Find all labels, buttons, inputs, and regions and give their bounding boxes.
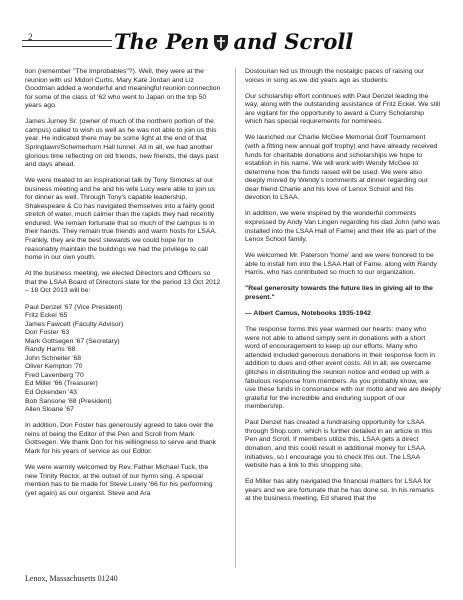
list-item: Mark Gottsegen '67 (Secretary)	[25, 337, 120, 345]
list-item: Don Foster '63	[25, 329, 70, 337]
list-item: Paul Denzel '67 (Vice President)	[25, 303, 123, 311]
paragraph: In addition, Don Foster has generously agreed to take over the reins of being the Editor of the Pen and Scroll from Mark Gottsegen. We thank Don for his willingness to serve and thank Mark for his years of service as our Editor.	[25, 422, 217, 455]
list-item: Ed Ockenden '43	[25, 388, 77, 396]
paragraph: The response forms this year warmed our hearts: many who were not able to attend simply sent in donations with a short word of encouragement to keep up our efforts. Many who attended included generous donations in their response form in addition to dues and other event costs. All in all, we overcame glitches in distributing the reunion notice and ended up with a fabulous response from members. As you probably know, we use these funds in consonance with our motto and we are deeply grateful for the incredible and enduring support of our membership.	[245, 326, 441, 411]
paragraph: At the business meeting, we elected Directors and Officers so that the LSAA Board of Directors slate for the period 13 Oct 2012 – 18 Oct 2013 will be:	[25, 270, 221, 295]
list-item: Randy Harris '68	[25, 346, 76, 354]
quote-attribution: — Albert Camus, Notebooks 1935-1942	[245, 310, 371, 318]
masthead-title-part1: The Pen	[114, 28, 210, 54]
crest-icon	[213, 32, 229, 50]
list-item: James Fawcett (Faculty Advisor)	[25, 320, 124, 328]
paragraph: In addition, we were inspired by the wonderful comments expressed by Andy Van Lingen regarding his dad John (who was installed into the LSAA Hall of Fame) and their life as part of the Lenox School family.	[245, 210, 440, 244]
paragraph: James Jurney Sr. (owner of much of the northern portion of the campus) called to wish us well as he was not able to join us this year. He indicated there may be some light at the end of that Springlawn/Schemerhorn Hall tunnel. All in all, we had another glorious time reflecting on old friends, new friends, the days past and days ahead.	[25, 118, 219, 169]
list-item: Fritz Eckel '65	[25, 312, 68, 320]
list-item: Allen Sloane '67	[25, 406, 74, 414]
paragraph: We were treated to an inspirational talk by Tony Simotes at our business meeting and he and his wife Lucy were able to join us for dinner as well. Through Tony's capable leadership, Shakespeare & Co has navigated themselves into a fairly good stretch of water, much calmer than the rapids they had recently endured. We remain fortunate that so much of the campus is in their hands. They remain true friends and warm hosts for LSAA. Frankly, they are the best stewards we could hope for to reasonably maintain the buildings we had the privilege to call home in our own youth.	[25, 177, 217, 262]
list-item: Fred Lavenberg '70	[25, 371, 84, 379]
header-rule	[22, 40, 112, 41]
paragraph: tion (remember "The Improbables"?). Well, they were at the reunion with us! Midori Curtis, Mary Kate Jordan and Liz Goodman added a wonderful and meaningful reunion connection for some of the class of '62 who went to Japan on the trip 50 years ago.	[25, 68, 221, 110]
paragraph: We launched our Charlie McGee Memorial Golf Tournament (with a fitting new annual golf trophy) and have already received funds for charitable donations and scholarships we hope to establish in his name. We will work with Wendy McGee to determine how the funds raised will be used. We were also deeply moved by Wendy's comments at dinner regarding our dear friend Charlie and his love of Lenox School and his devotion to LSAA.	[245, 134, 438, 202]
column-divider	[235, 68, 236, 568]
footer-location: Lenox, Massachusetts 01240	[25, 574, 118, 583]
header-rule	[22, 46, 112, 47]
list-item: Bob Sansone '68 (President)	[25, 397, 112, 405]
pull-quote: "Real generosity towards the future lies in giving all to the present."	[245, 285, 433, 301]
masthead-title-part2: and Scroll	[233, 28, 354, 54]
masthead-title	[114, 28, 444, 54]
paragraph: Our scholarship effort continues with Paul Denzel leading the way, along with the outstanding assistance of Fritz Eckel. We still are vigilant for the opportunity to award a Curry Scholarship which has special requirements for nominees.	[245, 92, 441, 126]
page-header	[22, 10, 442, 54]
list-item: Ed Miller '66 (Treasurer)	[25, 380, 98, 388]
paragraph: We welcomed Mr. Paterson 'home' and we were honored to be able to install him into the LSAA Hall of Fame, along with Randy Harris, who has contributed so much to our organization.	[245, 252, 437, 277]
list-item: John Schneiter '68	[25, 354, 82, 362]
paragraph: Dostourian led us through the nostalgic paces of raising our voices in song as we did years ago as students.	[245, 68, 425, 84]
directors-list	[25, 304, 221, 415]
list-item: Oliver Kempton '70	[25, 363, 83, 371]
right-column	[245, 68, 441, 504]
page-number: 2	[28, 32, 33, 42]
paragraph: Paul Denzel has created a fundraising opportunity for LSAA through Shop.com. which is further detailed in an article in this Pen and Scroll. If members utilize this, LSAA gets a direct donation, and this could result in additional money for LSAA initiatives, so I encourage you to check this out. The LSAA website has a link to this shopping site.	[245, 419, 433, 470]
paragraph: We were warmly welcomed by Rev. Father Michael Tuck, the new Trinity Rector, at the outset of our hymn sing. A special mention has to be made for Steve Lowry '66 for his performing (yet again) as our organist. Steve and Ara	[25, 463, 213, 497]
paragraph: Ed Miller has ably navigated the financial matters for LSAA for years and we are fortunate that he has done so. In his remarks at the business meeting, Ed shared that the	[245, 478, 434, 503]
left-column	[25, 68, 221, 498]
